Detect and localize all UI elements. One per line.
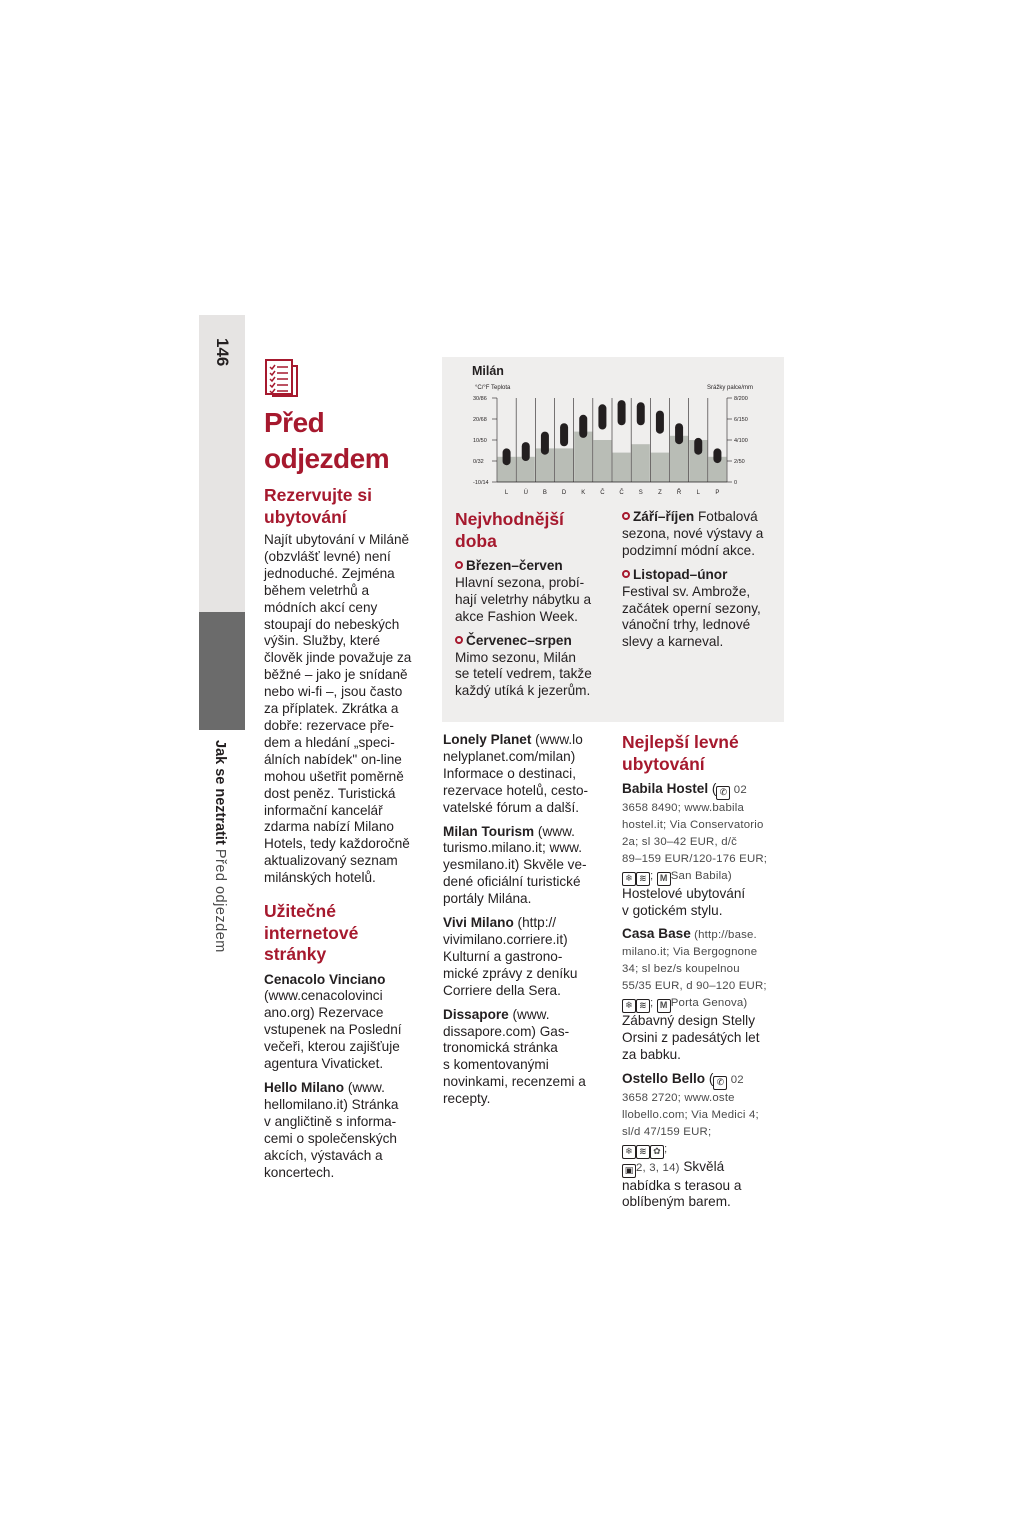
hostel-icons-line: [622, 995, 787, 1013]
chart-right-tick-label: 8/200: [734, 396, 748, 402]
hostel-desc-line: Orsini z padesátých let: [622, 1029, 760, 1045]
chart-right-tick-label: 4/100: [734, 438, 748, 444]
temp-range-bar: [522, 442, 530, 461]
website-entry: [443, 915, 608, 1000]
best-time-heading-line-2: doba: [455, 530, 497, 551]
website-first-line: [443, 824, 608, 841]
hostel-name: Casa Base: [622, 926, 691, 942]
season-bullet-icon: [622, 512, 630, 520]
hostel-paren: (: [708, 781, 717, 796]
hostel-name: Babila Hostel: [622, 781, 709, 796]
website-line: mické zprávy z deníku: [443, 965, 578, 981]
hostel-detail-line: 3658 8490; www.babila: [622, 802, 744, 814]
season-line: se tetelí vedrem, takže: [455, 666, 592, 682]
cheap-stays-list: [622, 781, 787, 1211]
website-line: Corriere della Sera.: [443, 982, 561, 998]
booking-heading: [264, 485, 434, 528]
hostel-desc-line: nabídka s terasou a: [622, 1177, 742, 1193]
running-head: [212, 740, 228, 953]
hostel-url-start: (http://base.: [690, 929, 757, 942]
website-line: turismo.milano.it; www.: [443, 840, 582, 856]
best-time-left: [455, 509, 615, 707]
aircon-icon: ❄: [622, 872, 636, 886]
season-text-start: Fotbalová: [694, 509, 758, 524]
website-entry: [264, 1080, 434, 1181]
season-line: každý utíká k jezerům.: [455, 683, 591, 699]
season-first-line: [622, 567, 782, 584]
hostel-first-line: [622, 1071, 787, 1090]
websites-heading-line-3: stránky: [264, 944, 327, 965]
hostel-sep: ;: [650, 997, 657, 1010]
chart-month-label: P: [715, 490, 720, 496]
season-name: Březen–červen: [466, 558, 563, 573]
hostel-detail-line: 34; sl bez/s koupelnou: [622, 963, 740, 976]
chart-month-label: S: [638, 490, 643, 496]
season-list-right: [622, 509, 782, 651]
phone-icon: ✆: [713, 1076, 727, 1090]
precip-bar: [632, 444, 650, 482]
precip-bar: [555, 448, 573, 482]
season-first-line: [455, 633, 615, 650]
booking-line: člověk jinde považuje za: [264, 650, 412, 666]
website-entry: [443, 824, 608, 909]
cheap-stays-heading: [622, 732, 787, 775]
wifi-icon: ≋: [636, 872, 650, 886]
temp-range-bar: [503, 448, 511, 465]
chart-ylabel-left: °C/°F Teplota: [475, 385, 511, 391]
wifi-icon: ≋: [636, 999, 650, 1013]
website-line: vivimilano.corriere.it): [443, 931, 568, 947]
booking-line: během veletrhů a: [264, 582, 370, 598]
website-line: s komentovanými: [443, 1057, 549, 1073]
website-line: akcích, výstavách a: [264, 1147, 383, 1163]
website-line: yesmilano.it) Skvěle ve-: [443, 857, 587, 873]
chart-month-label: Č: [619, 490, 624, 496]
hostel-detail-line: llobello.com; Via Medici 4;: [622, 1108, 759, 1121]
booking-heading-line-2: ubytování: [264, 506, 347, 527]
season-name: Září–říjen: [633, 509, 695, 524]
hostel-phone: 02: [727, 1073, 744, 1086]
wifi-icon: ≋: [636, 1145, 650, 1159]
column-1: [264, 405, 434, 1188]
season-name: Červenec–srpen: [466, 632, 572, 648]
website-line: dené oficiální turistické: [443, 874, 581, 890]
chart-left-tick-label: 20/68: [473, 417, 487, 423]
booking-line: módních akcí ceny: [264, 599, 378, 615]
hostel-entry: [622, 1071, 787, 1212]
chart-right-tick-label: 6/150: [734, 417, 748, 423]
websites-list-2: [443, 732, 608, 1108]
precip-bar: [593, 440, 611, 482]
booking-line: informační kancelář: [264, 802, 383, 818]
hostel-metro: Porta Genova): [670, 997, 748, 1010]
phone-icon: ✆: [716, 786, 730, 800]
website-line: tronomická stránka: [443, 1040, 558, 1056]
hostel-tram-line: [622, 1159, 787, 1178]
season-line: začátek operní sezony,: [622, 600, 761, 616]
hostel-name: Ostello Bello: [622, 1070, 706, 1086]
season-line: hají veletrhy nábytku a: [455, 591, 592, 607]
season-line: akce Fashion Week.: [455, 608, 578, 624]
season-item: [455, 558, 615, 626]
chart-month-label: B: [542, 490, 547, 496]
hostel-detail-line: 2a; sl 30–42 EUR, d/č: [622, 835, 738, 848]
season-first-line: [622, 509, 782, 526]
season-item: [622, 509, 782, 560]
website-line: recepty.: [443, 1091, 491, 1107]
websites-heading-line-1: Užitečné: [264, 901, 336, 922]
temp-range-bar: [656, 411, 664, 434]
booking-line: dem a hledání „speci-: [264, 734, 395, 750]
booking-line: jednoduché. Zejména: [264, 565, 395, 581]
website-name: Vivi Milano: [443, 915, 514, 931]
website-first-line: [443, 732, 608, 749]
temp-range-bar: [694, 438, 702, 455]
page-title-line-1: Před: [264, 407, 325, 438]
booking-line: dobře: rezervace pře-: [264, 717, 394, 733]
aircon-icon: ❄: [622, 1145, 636, 1159]
website-name: Hello Milano: [264, 1079, 345, 1095]
chart-month-label: Ú: [523, 490, 528, 496]
temp-range-bar: [637, 402, 645, 425]
season-line: Hlavní sezona, probí-: [455, 574, 585, 590]
websites-heading: [264, 901, 434, 966]
booking-line: Hotels, tedy každoročně: [264, 836, 410, 852]
temp-range-bar: [675, 423, 683, 444]
sidebar-tab-dark: [199, 612, 245, 730]
chart-left-tick-label: 10/50: [473, 438, 487, 444]
website-line: večeři, kterou zajišťuje: [264, 1039, 400, 1055]
metro-icon: M: [657, 999, 671, 1013]
booking-line: (obzvlášť levné) není: [264, 548, 391, 564]
website-line: nelyplanet.com/milan): [443, 748, 576, 764]
hostel-detail-line: sl/d 47/159 EUR;: [622, 1125, 712, 1138]
website-entry: [443, 732, 608, 817]
website-line: novinkami, recenzemi a: [443, 1074, 586, 1090]
booking-line: za příplatek. Zkrátka a: [264, 701, 399, 717]
website-url-start: (www.: [508, 1006, 550, 1022]
hostel-first-line: [622, 781, 787, 800]
website-line: ano.org) Rezervace: [264, 1005, 384, 1021]
booking-line: dost peněz. Turistická: [264, 785, 396, 801]
temp-range-bar: [618, 400, 626, 425]
cheap-stays-heading-line-1: Nejlepší levné: [622, 732, 739, 752]
website-name: Milan Tourism: [443, 823, 535, 839]
booking-line: zdarma nabízí Milano: [264, 819, 394, 835]
website-url-start: (www.lo: [531, 732, 583, 747]
chart-right-tick-label: 2/50: [734, 459, 745, 465]
climate-chart: [465, 380, 765, 498]
season-line: slevy a karneval.: [622, 634, 724, 650]
precip-bar: [574, 432, 592, 482]
running-head-topic: Před odjezdem: [212, 848, 228, 953]
hostel-desc-line: za babku.: [622, 1046, 681, 1062]
booking-line: álních nabídek" on-line: [264, 751, 402, 767]
website-line: (www.cenacolovinci: [264, 988, 383, 1004]
chart-month-label: L: [696, 490, 700, 496]
chart-month-label: L: [504, 490, 509, 496]
booking-line: milánských hotelů.: [264, 870, 376, 886]
hostel-sep: ;: [650, 869, 657, 882]
website-line: koncertech.: [264, 1164, 335, 1180]
website-line: vatelské fórum a další.: [443, 799, 579, 815]
websites-heading-line-2: internetové: [264, 922, 359, 943]
booking-line: stoupají do nebeských: [264, 616, 400, 632]
website-name: Cenacolo Vinciano: [264, 971, 386, 987]
chart-left-tick-label: -10/14: [473, 480, 489, 486]
best-time-right: [622, 509, 782, 658]
season-name: Listopad–únor: [633, 566, 728, 582]
chart-left-tick-label: 30/86: [473, 396, 487, 402]
websites-list-1: [264, 972, 434, 1182]
website-name: Dissapore: [443, 1006, 509, 1022]
best-time-heading: [455, 509, 615, 552]
season-bullet-icon: [622, 570, 630, 578]
pet-icon: ✿: [650, 1145, 664, 1159]
hostel-detail-line: hostel.it; Via Conservatorio: [622, 818, 764, 831]
chart-month-label: K: [581, 490, 586, 496]
tram-icon: ▣: [622, 1164, 636, 1178]
temp-range-bar: [541, 432, 549, 455]
booking-line: Najít ubytování v Miláně: [264, 532, 410, 547]
website-url-start: (www.: [534, 823, 575, 839]
hostel-desc-start: Skvělá: [679, 1158, 725, 1174]
hostel-entry: [622, 781, 787, 919]
column-3: [622, 732, 787, 1218]
hostel-detail-line: 55/35 EUR, d 90–120 EUR;: [622, 980, 767, 993]
hostel-paren: (: [705, 1070, 714, 1086]
hostel-icons-line: [622, 1141, 787, 1159]
column-2: [443, 732, 608, 1115]
hostel-desc-line: v gotickém stylu.: [622, 902, 723, 918]
booking-text: [264, 532, 434, 887]
precip-bar: [613, 453, 631, 482]
season-list-left: [455, 558, 615, 700]
season-line: Festival sv. Ambrože,: [622, 583, 751, 599]
website-name: Lonely Planet: [443, 732, 532, 747]
hostel-detail-line: 89–159 EUR/120-176 EUR;: [622, 852, 768, 865]
hostel-entry: [622, 926, 787, 1063]
website-url-start: (www.: [344, 1079, 385, 1095]
hostel-metro: San Babila): [670, 869, 732, 882]
aircon-icon: ❄: [622, 999, 636, 1013]
hostel-first-line: [622, 926, 787, 944]
website-line: dissapore.com) Gas-: [443, 1023, 570, 1039]
cheap-stays-heading-line-2: ubytování: [622, 753, 705, 774]
chart-title: Milán: [472, 364, 504, 378]
season-line: Mimo sezonu, Milán: [455, 649, 576, 665]
hostel-sep: ;: [664, 1142, 668, 1155]
hostel-desc-line: Zábavný design Stelly: [622, 1013, 755, 1029]
booking-line: výšin. Služby, které: [264, 633, 381, 649]
best-time-heading-line-1: Nejvhodnější: [455, 509, 564, 529]
website-line: Informace o destinaci,: [443, 765, 576, 781]
temp-range-bar: [598, 404, 606, 429]
season-first-line: [455, 558, 615, 575]
website-entry: [264, 972, 434, 1073]
season-line: podzimní módní akce.: [622, 542, 755, 558]
website-first-line: [264, 972, 434, 989]
chart-left-tick-label: 0/32: [473, 459, 484, 465]
website-first-line: [443, 915, 608, 932]
hostel-desc-line: oblíbeným barem.: [622, 1194, 731, 1210]
chart-month-label: Ř: [676, 490, 682, 496]
website-line: cemi o společenských: [264, 1130, 397, 1146]
season-line: sezona, nové výstavy a: [622, 525, 764, 541]
chart-ylabel-right: Srážky palce/mm: [706, 385, 753, 391]
season-item: [455, 633, 615, 701]
hostel-icons-line: [622, 868, 787, 886]
website-line: agentura Vivaticket.: [264, 1056, 384, 1072]
temp-range-bar: [560, 423, 568, 446]
chart-month-label: Č: [600, 490, 605, 496]
hostel-desc-line: Hostelové ubytování: [622, 885, 746, 901]
booking-line: nebo wi-fi –, jsou často: [264, 684, 403, 700]
hostel-detail-line: 3658 2720; www.oste: [622, 1091, 735, 1104]
chart-right-tick-label: 0: [734, 480, 738, 486]
season-bullet-icon: [455, 636, 463, 644]
website-first-line: [264, 1080, 434, 1097]
website-line: v angličtině s informa-: [264, 1113, 397, 1129]
chart-month-label: D: [561, 490, 567, 496]
website-first-line: [443, 1007, 608, 1024]
checklist-icon: [262, 358, 302, 398]
website-line: Kulturní a gastrono-: [443, 948, 563, 964]
hostel-phone: 02: [730, 784, 747, 796]
website-url-start: (http://: [513, 915, 557, 931]
metro-icon: M: [657, 872, 671, 886]
booking-line: mohou ušetřit poměrně: [264, 768, 404, 784]
website-line: vstupenek na Poslední: [264, 1022, 402, 1038]
chart-month-label: Z: [658, 490, 662, 496]
website-line: portály Milána.: [443, 891, 532, 907]
website-line: rezervace hotelů, cesto-: [443, 782, 589, 798]
website-line: hellomilano.it) Stránka: [264, 1096, 399, 1112]
season-bullet-icon: [455, 561, 463, 569]
temp-range-bar: [579, 415, 587, 438]
booking-line: běžné – jako je snídaně: [264, 667, 408, 683]
precip-bar: [651, 453, 669, 482]
booking-heading-line-1: Rezervujte si: [264, 485, 372, 505]
website-entry: [443, 1007, 608, 1108]
season-item: [622, 567, 782, 652]
hostel-tram: 2, 3, 14): [636, 1161, 680, 1174]
season-line: vánoční trhy, lednové: [622, 617, 751, 633]
hostel-detail-line: milano.it; Via Bergognone: [622, 946, 758, 959]
running-head-section: Jak se neztratit: [212, 740, 228, 845]
temp-range-bar: [713, 448, 721, 463]
booking-line: aktualizovaný seznam: [264, 853, 398, 869]
page-number: 146: [213, 338, 232, 367]
page-title-line-2: odjezdem: [264, 443, 390, 474]
